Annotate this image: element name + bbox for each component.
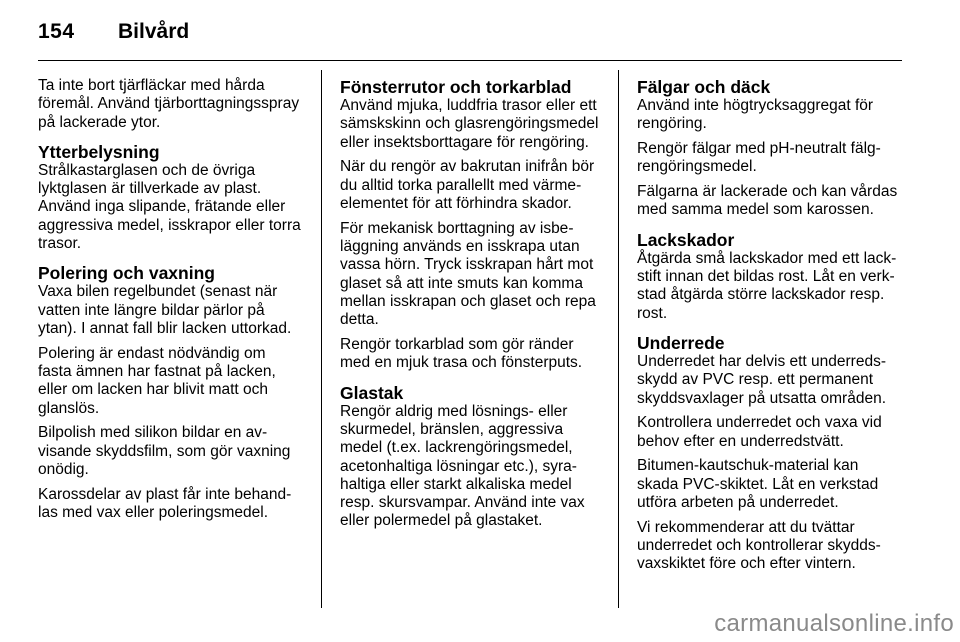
- section-heading: Ytterbelysning: [38, 141, 160, 162]
- section-heading: Fälgar och däck: [637, 77, 771, 97]
- paragraph: Karossdelar av plast får inte behandlas med vax eller poleringsmedel.: [38, 485, 292, 522]
- section-tar-removal: [38, 77, 301, 132]
- section-heading: Glastak: [340, 382, 404, 403]
- watermark: carmanualsonline.info: [714, 610, 954, 637]
- paragraph: När du rengör av bakrutan inifrån bör du alltid torka parallellt med värmeelementet för att förhindra skador.: [340, 158, 595, 212]
- paragraph: Vi rekommenderar att du tvättar underredet och kontrollerar skyddsvaxskiktet före och efter vintern.: [637, 518, 881, 573]
- section-heading: Underrede: [637, 332, 725, 353]
- section-polishing-waxing: [38, 263, 301, 522]
- section-paint-damage: [637, 230, 900, 323]
- paragraph: Åtgärda små lackskador med ett lackstift innan det bildas rost. Låt en verkstad åtgärda större lackskador resp. rost.: [637, 249, 897, 322]
- paragraph: Fälgarna är lackerade och kan vårdas med samma medel som karossen.: [637, 183, 898, 219]
- section-wheels-tyres: [637, 77, 900, 220]
- paragraph: Ta inte bort tjärfläckar med hårda föremål. Använd tjärborttagningsspray på lackerade ytor.: [38, 77, 300, 131]
- paragraph: För mekanisk borttagning av isbeläggning används en isskrapa utan vassa hörn. Tryck isskrapan hårt mot glaset så att inte smuts kan komma mellan isskrapan och glaset och repa detta.: [340, 219, 596, 329]
- section-exterior-lighting: [38, 142, 301, 253]
- paragraph: Vaxa bilen regelbundet (senast när vatten inte längre bildar pärlor på ytan). I annat fall blir lacken uttorkad.: [38, 283, 292, 337]
- paragraph: Polering är endast nödvändig om fasta ämnen har fastnat på lacken, eller om lacken har blivit matt och glanslös.: [38, 344, 276, 417]
- paragraph: Bilpolish med silikon bildar en avvisande skyddsfilm, som gör vaxning onödig.: [38, 424, 291, 479]
- section-underbody: [637, 333, 900, 574]
- section-heading: Fönsterrutor och torkarblad: [340, 77, 572, 97]
- column-3: [637, 77, 900, 580]
- column-1: [38, 77, 301, 529]
- paragraph: Rengör aldrig med lösnings- eller skurmedel, bränslen, aggressiva medel (t.ex. lackrengöringsmedel, acetonhaltiga lösningar etc.), syrahaltiga eller starkt alkaliska medel resp. skursvampar. Använd inte vax eller polermedel på glastaket.: [340, 402, 585, 530]
- paragraph: Kontrollera underredet och vaxa vid behov efter en underredstvätt.: [637, 414, 882, 450]
- paragraph: Rengör torkarblad som gör ränder med en mjuk trasa och fönsterputs.: [340, 336, 583, 372]
- column-divider-1: [321, 70, 322, 608]
- header-rule: [38, 60, 902, 61]
- paragraph: Rengör fälgar med pH-neutralt fälgrengöringsmedel.: [637, 140, 881, 176]
- section-windows-wipers: [340, 77, 603, 373]
- page-title: Bilvård: [118, 20, 190, 43]
- paragraph: Strålkastarglasen och de övriga lyktglasen är tillverkade av plast. Använd inga slipande, frätande eller aggressiva medel, isskrapor eller torra trasor.: [38, 161, 301, 253]
- section-heading: Lackskador: [637, 229, 735, 250]
- column-divider-2: [618, 70, 619, 608]
- paragraph: Använd inte högtrycksaggregat för rengöring.: [637, 97, 874, 133]
- column-2: [340, 77, 603, 537]
- page-number: 154: [38, 20, 75, 43]
- paragraph: Använd mjuka, luddfria trasor eller ett sämskskinn och glasrengöringsmedel eller insektsborttagare för rengöring.: [340, 97, 599, 151]
- section-glass-roof: [340, 383, 603, 531]
- section-heading: Polering och vaxning: [38, 263, 215, 284]
- paragraph: Bitumen-kautschuk-material kan skada PVC-skiktet. Låt en verkstad utföra arbeten på underredet.: [637, 457, 879, 512]
- paragraph: Underredet har delvis ett underredsskydd av PVC resp. ett permanent skyddsvaxlager på utsatta områden.: [637, 352, 887, 407]
